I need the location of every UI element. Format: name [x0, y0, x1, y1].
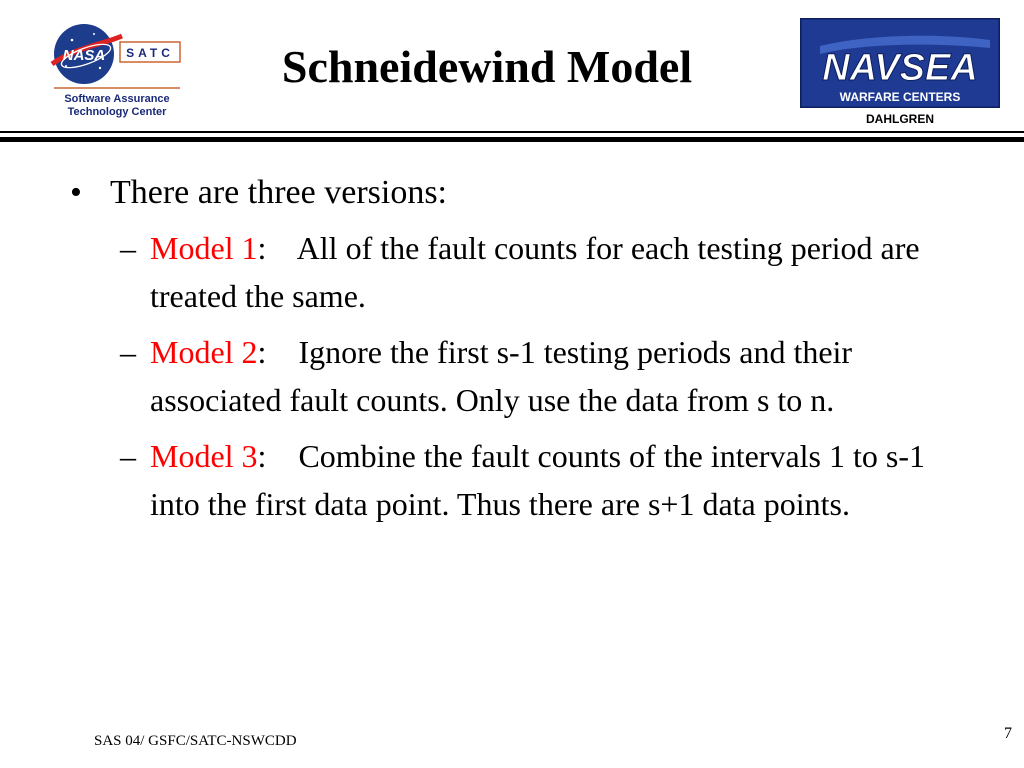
- svg-text:NAVSEA: NAVSEA: [822, 47, 978, 89]
- model-1-sep: :: [257, 230, 267, 266]
- svg-text:NASA: NASA: [62, 47, 106, 64]
- model-3-label: Model 3: [150, 438, 258, 474]
- dash-icon: –: [120, 230, 136, 266]
- header-rule-thick: [0, 137, 1024, 142]
- svg-text:SATC: SATC: [126, 46, 174, 60]
- model-3-text: Combine the fault counts of the intervals 1 to s-1 into the first data point. Thus there are s+1 data points.: [150, 438, 925, 522]
- svg-text:DAHLGREN: DAHLGREN: [866, 112, 934, 126]
- header-rule-thin: [0, 131, 1024, 133]
- model-3-sep: :: [257, 438, 267, 474]
- dash-icon: –: [120, 438, 136, 474]
- bullet-dot: •: [70, 174, 82, 211]
- page-number: 7: [1004, 725, 1012, 742]
- svg-text:Software Assurance: Software Assurance: [64, 93, 170, 105]
- navsea-logo: [800, 18, 1000, 128]
- dash-icon: –: [120, 334, 136, 370]
- navsea-emblem: [800, 18, 1000, 128]
- footer-text: SAS 04/ GSFC/SATC-NSWCDD: [94, 733, 297, 749]
- model-2-label: Model 2: [150, 334, 258, 370]
- bullet-text: There are three versions:: [110, 174, 447, 211]
- model-2-item: [120, 328, 970, 424]
- page-title: Schneidewind Model: [281, 41, 693, 92]
- svg-text:Technology Center: Technology Center: [67, 106, 167, 118]
- model-1-label: Model 1: [150, 230, 258, 266]
- bullet-item: [70, 170, 970, 216]
- model-3-item: [120, 432, 970, 528]
- svg-text:WARFARE CENTERS: WARFARE CENTERS: [839, 90, 961, 104]
- slide-body: [70, 170, 970, 528]
- model-2-sep: :: [257, 334, 267, 370]
- model-1-text: All of the fault counts for each testing period are treated the same.: [150, 230, 920, 314]
- model-2-text: Ignore the first s-1 testing periods and their associated fault counts. Only use the data from s to n.: [150, 334, 853, 418]
- model-1-item: [120, 224, 970, 320]
